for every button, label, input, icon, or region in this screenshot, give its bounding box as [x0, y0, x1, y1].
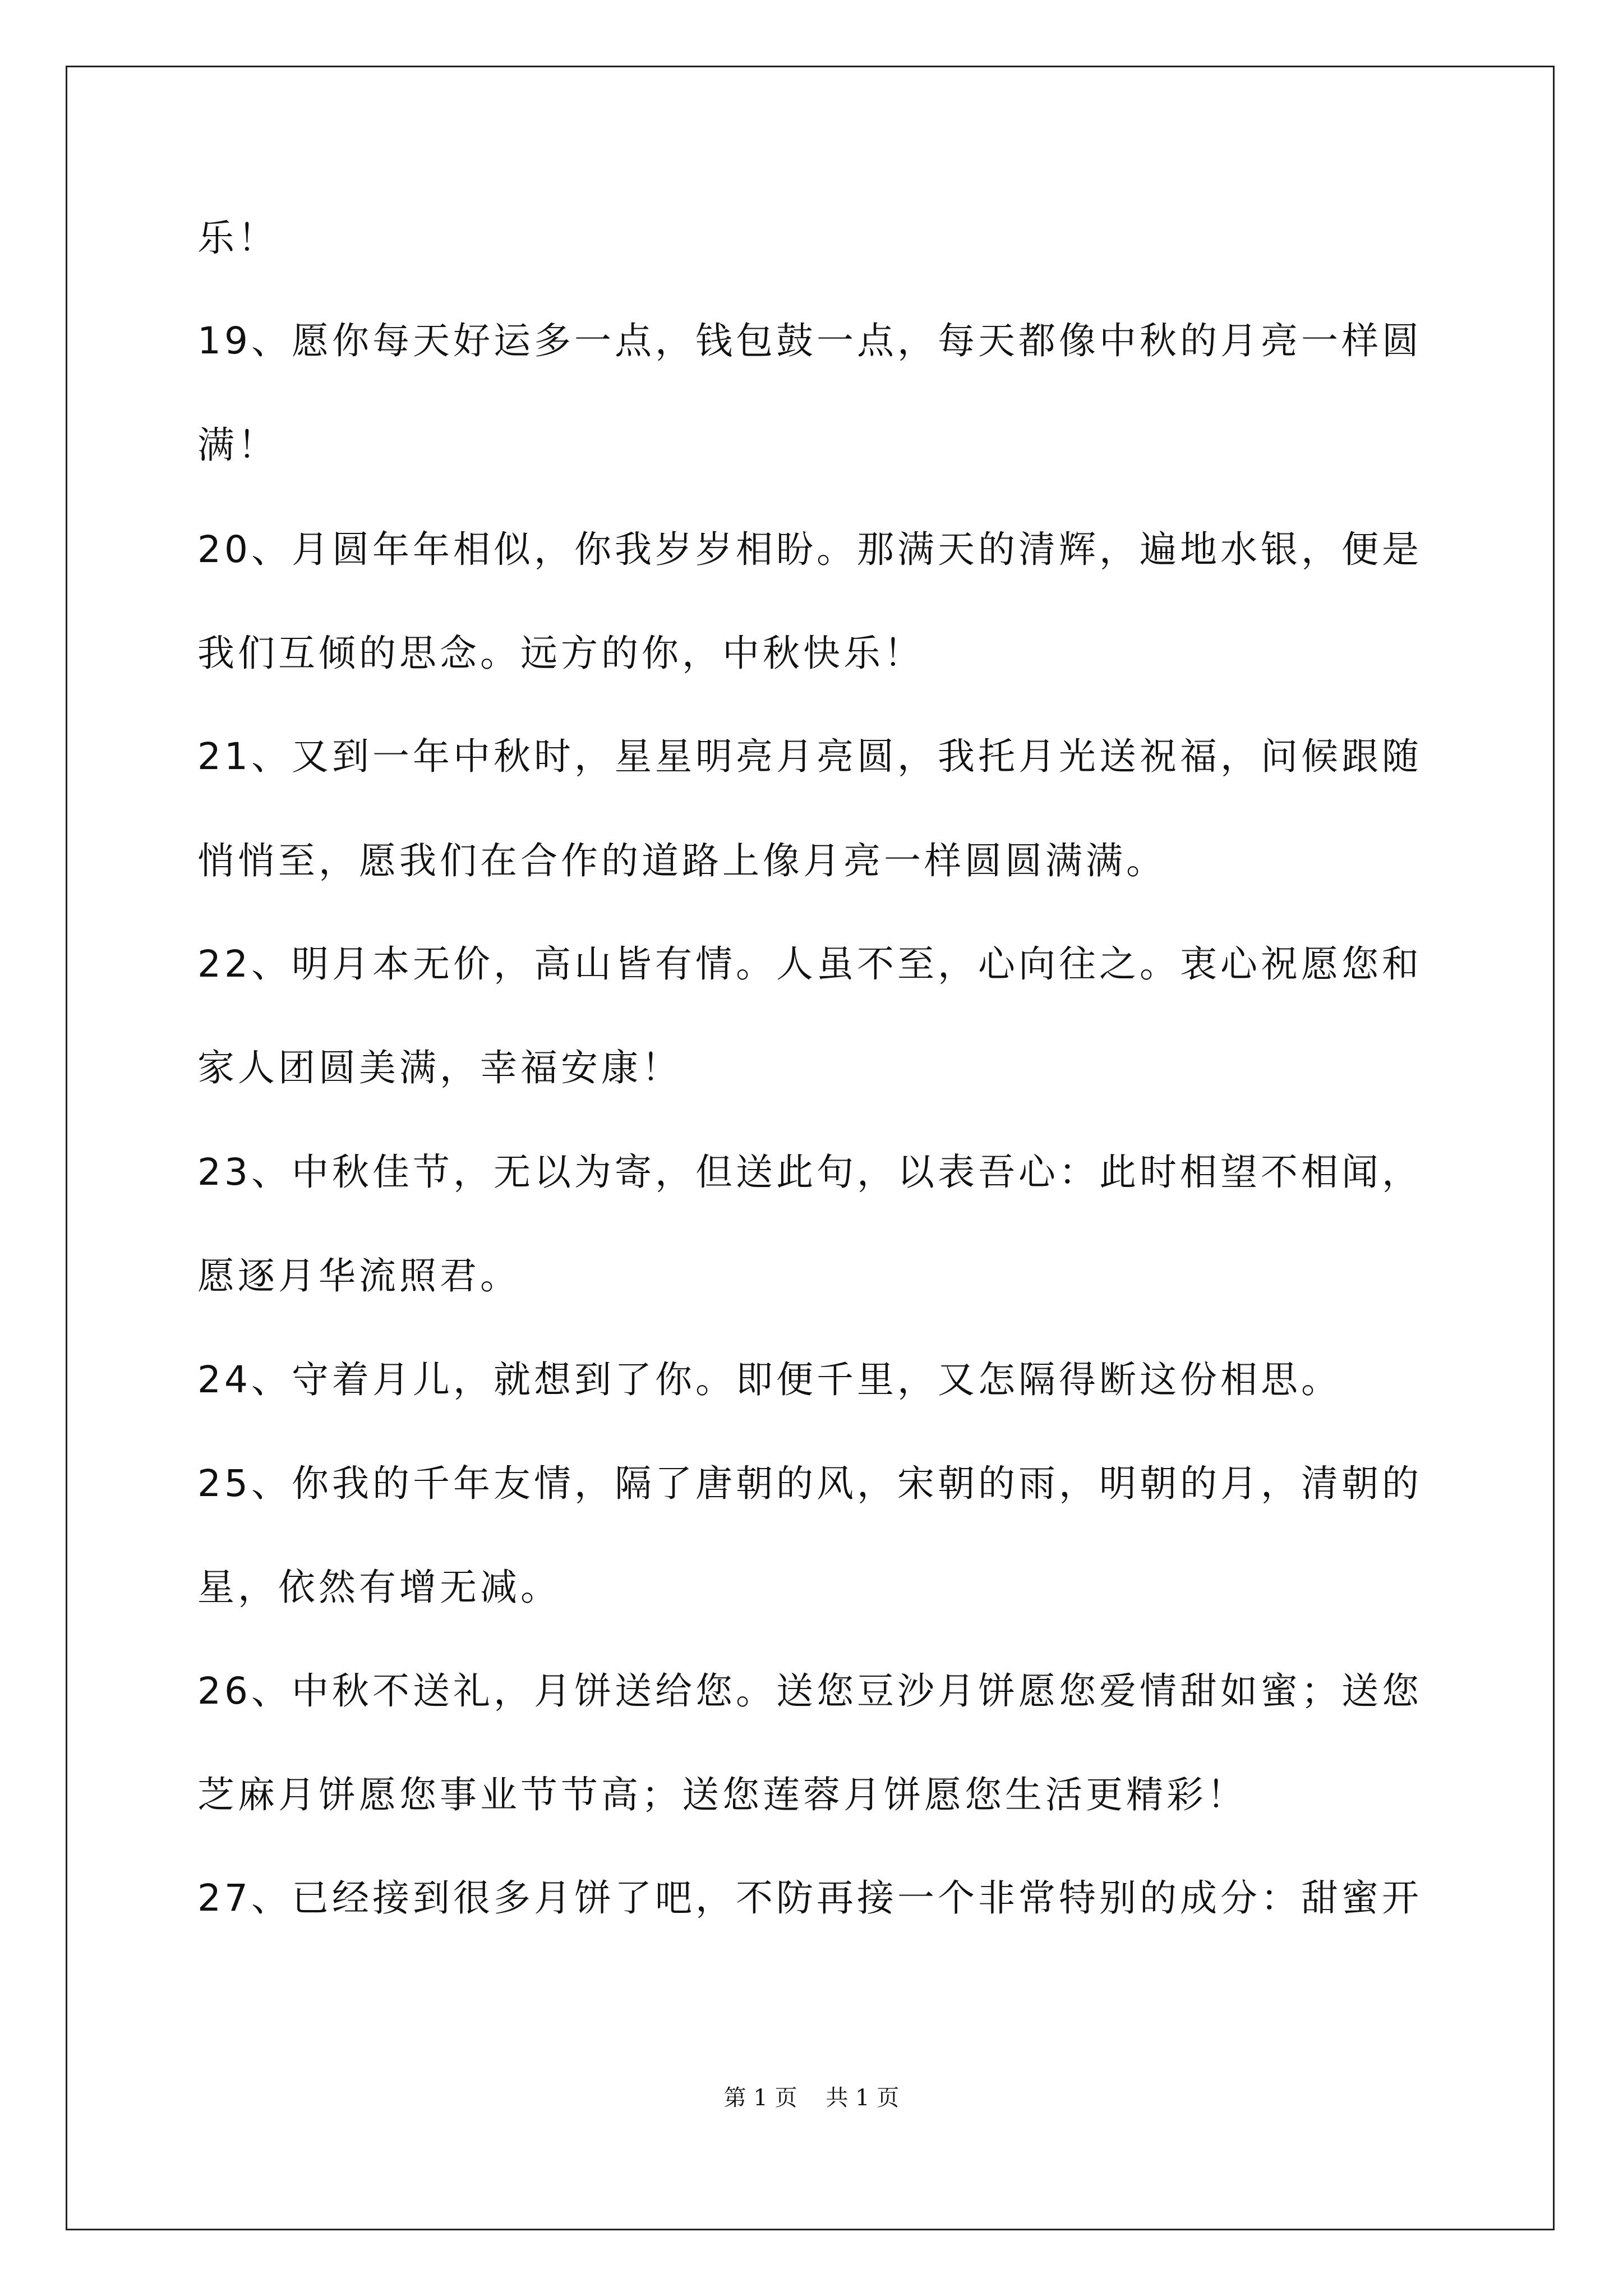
- text-line: 24、守着月儿，就想到了你。即便千里，又怎隔得断这份相思。: [197, 1358, 1341, 1401]
- text-line: 乐！: [197, 217, 278, 260]
- page-number-current: 第 1 页: [723, 2085, 797, 2111]
- text-line: 20、月圆年年相似，你我岁岁相盼。那满天的清辉，遍地水银，便是: [197, 528, 1422, 571]
- text-line: 我们互倾的思念。远方的你，中秋快乐！: [197, 632, 924, 675]
- text-line: 家人团圆美满，幸福安康！: [197, 1046, 682, 1089]
- text-line: 25、你我的千年友情，隔了唐朝的风，宋朝的雨，明朝的月，清朝的: [197, 1462, 1422, 1505]
- text-line: 愿逐月华流照君。: [197, 1254, 520, 1297]
- page-footer: [0, 2084, 1623, 2112]
- text-line: 星，依然有增无减。: [197, 1566, 561, 1609]
- page-number-total: 共 1 页: [826, 2085, 900, 2111]
- footer-spacer: [797, 2085, 826, 2111]
- text-line: 22、明月本无价，高山皆有情。人虽不至，心向往之。衷心祝愿您和: [197, 942, 1422, 986]
- text-line: 26、中秋不送礼，月饼送给您。送您豆沙月饼愿您爱情甜如蜜；送您: [197, 1669, 1422, 1713]
- text-line: 芝麻月饼愿您事业节节高；送您莲蓉月饼愿您生活更精彩！: [197, 1773, 1247, 1816]
- text-line: 悄悄至，愿我们在合作的道路上像月亮一样圆圆满满。: [197, 839, 1166, 882]
- text-line: 27、已经接到很多月饼了吧，不防再接一个非常特别的成分：甜蜜开: [197, 1876, 1422, 1920]
- text-line: 23、中秋佳节，无以为寄，但送此句，以表吾心：此时相望不相闻，: [197, 1151, 1422, 1194]
- text-line: 21、又到一年中秋时，星星明亮月亮圆，我托月光送祝福，问候跟随: [197, 735, 1422, 778]
- text-line: 19、愿你每天好运多一点，钱包鼓一点，每天都像中秋的月亮一样圆: [197, 319, 1422, 362]
- text-line: 满！: [197, 424, 278, 467]
